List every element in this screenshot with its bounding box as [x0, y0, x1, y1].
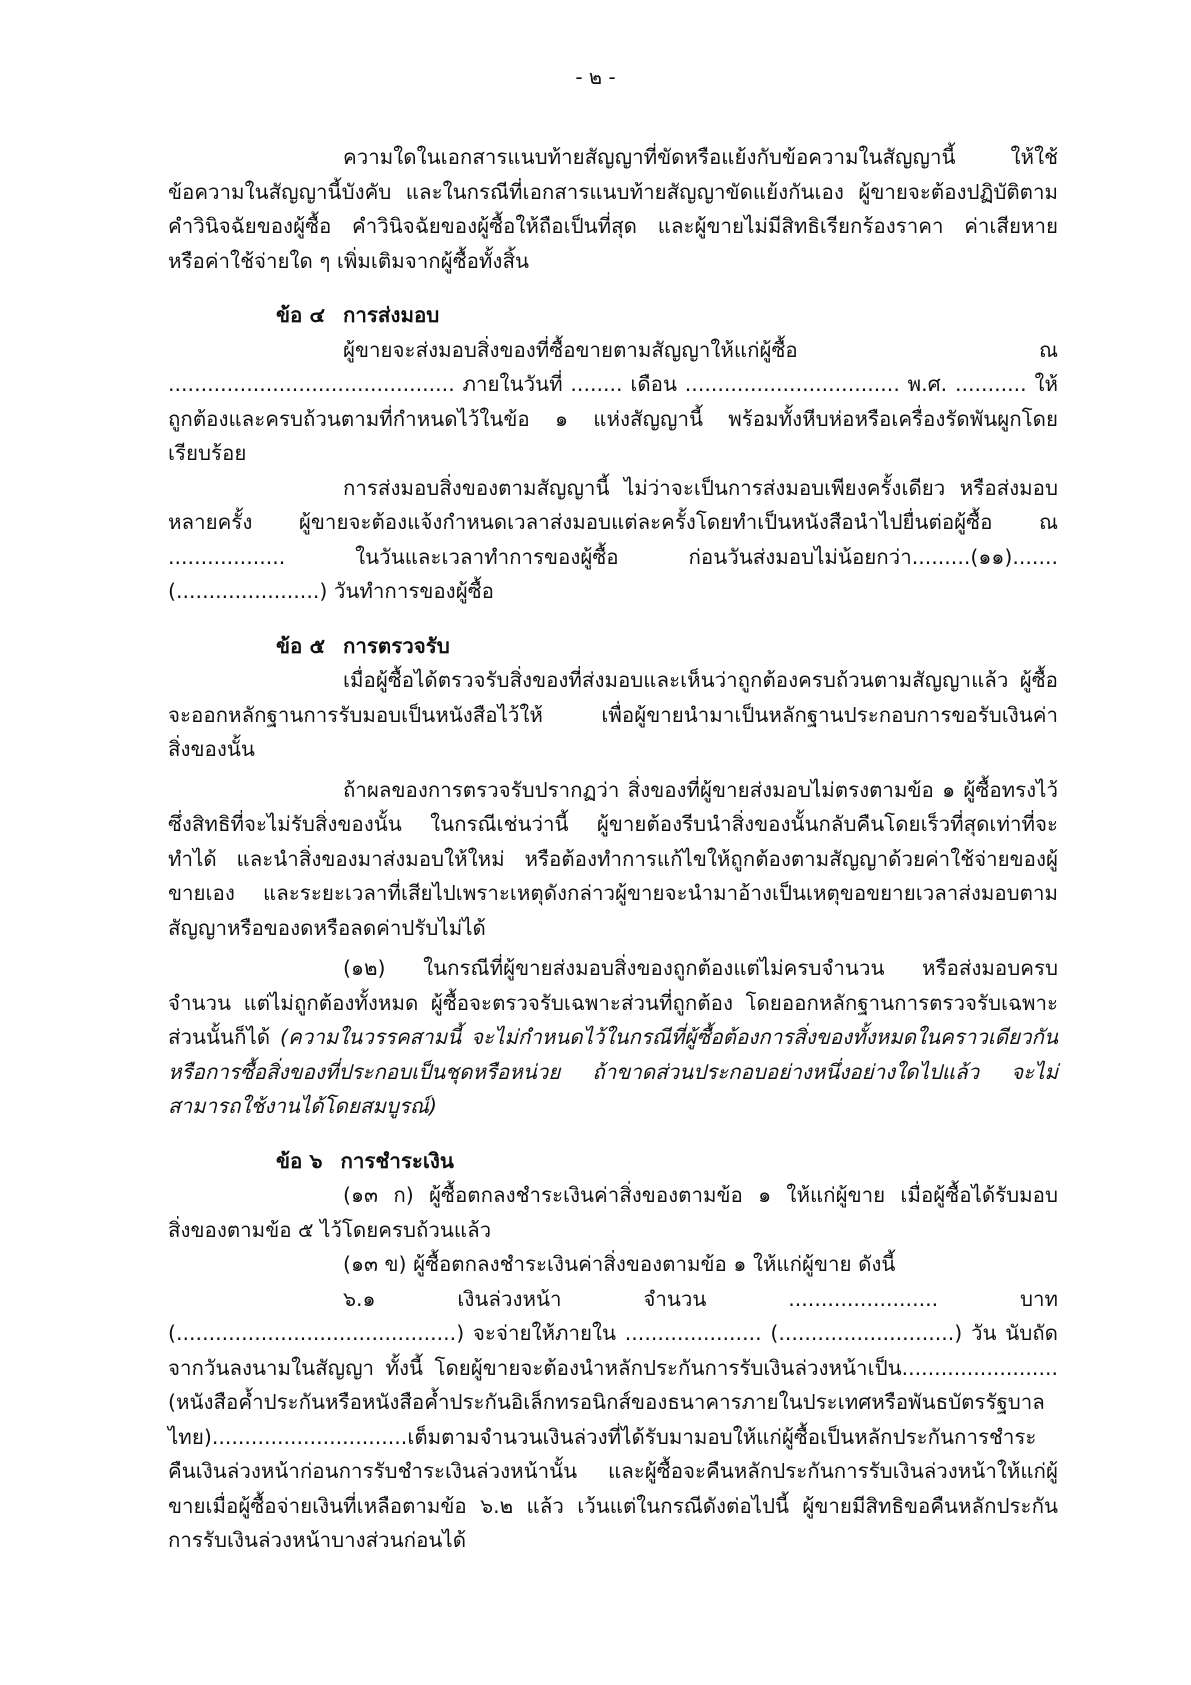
clause-4-heading: [168, 298, 1058, 333]
clause-5-paragraph-1: เมื่อผู้ซื้อได้ตรวจรับสิ่งของที่ส่งมอบและเห็นว่าถูกต้องครบถ้วนตามสัญญาแล้ว ผู้ซื้อจะออกหลักฐานการรับมอบเป็นหนังสือไว้ให้ เพื่อผู้ขายนำมาเป็นหลักฐานประกอบการขอรับเงินค่าสิ่งของนั้น: [168, 668, 1058, 761]
clause-5-title: การตรวจรับ: [342, 633, 450, 658]
clause-4-paragraph-1: ผู้ขายจะส่งมอบสิ่งของที่ซื้อขายตามสัญญาให้แก่ผู้ซื้อ ณ ............................................ ภายในวันที่ ........ เดือน ................................. พ.ศ. ........... ให้ถูกต้องและครบถ้วนตามที่กำหนดไว้ในข้อ ๑ แห่งสัญญานี้ พร้อมทั้งหีบห่อหรือเครื่องรัดพันผูกโดยเรียบร้อย: [168, 337, 1058, 465]
clause-4-title: การส่งมอบ: [342, 303, 440, 327]
clause-4-paragraph-2: การส่งมอบสิ่งของตามสัญญานี้ ไม่ว่าจะเป็นการส่งมอบเพียงครั้งเดียว หรือส่งมอบหลายครั้ง ผู้ขายจะต้องแจ้งกำหนดเวลาส่งมอบแต่ละครั้งโดยทำเป็นหนังสือนำไปยื่นต่อผู้ซื้อ ณ .................. ในวันและเวลาทำการของผู้ซื้อ ก่อนวันส่งมอบไม่น้อยกว่า.........(๑๑).......(......................) วันทำการของผู้ซื้อ: [168, 475, 1058, 603]
clause-6-title: การชำระเงิน: [340, 1148, 454, 1173]
intro-paragraph: ความใดในเอกสารแนบท้ายสัญญาที่ขัดหรือแย้งกับข้อความในสัญญานี้ ให้ใช้ข้อความในสัญญานี้บังคับ และในกรณีที่เอกสารแนบท้ายสัญญาขัดแย้งกันเอง ผู้ขายจะต้องปฏิบัติตามคำวินิจฉัยของผู้ซื้อ คำวินิจฉัยของผู้ซื้อให้ถือเป็นที่สุด และผู้ขายไม่มีสิทธิเรียกร้องราคา ค่าเสียหาย หรือค่าใช้จ่ายใด ๆ เพิ่มเติมจากผู้ซื้อทั้งสิ้น: [168, 145, 1058, 273]
clause-5-number: ข้อ ๕: [276, 633, 325, 658]
page-number: - ๒ -: [575, 65, 616, 89]
clause-5-paragraph-3-note: (ความในวรรคสามนี้ จะไม่กำหนดไว้ในกรณีที่ผู้ซื้อต้องการสิ่งของทั้งหมดในคราวเดียวกัน หรือการซื้อสิ่งของที่ประกอบเป็นชุดหรือหน่วย ถ้าขาดส่วนประกอบอย่างหนึ่งอย่างใดไปแล้ว จะไม่สามารถใช้งานได้โดยสมบูรณ์): [168, 1025, 1058, 1118]
clause-5-heading: [168, 629, 1058, 664]
clause-5-paragraph-3: [168, 951, 1058, 1124]
clause-5-paragraph-3-text: (๑๒) ในกรณีที่ผู้ขายส่งมอบสิ่งของถูกต้องแต่ไม่ครบจำนวน หรือส่งมอบครบจำนวน แต่ไม่ถูกต้องทั้งหมด ผู้ซื้อจะตรวจรับเฉพาะส่วนที่ถูกต้อง โดยออกหลักฐานการตรวจรับเฉพาะส่วนนั้นก็ได้: [168, 956, 1058, 1049]
clause-5-paragraph-2: ถ้าผลของการตรวจรับปรากฏว่า สิ่งของที่ผู้ขายส่งมอบไม่ตรงตามข้อ ๑ ผู้ซื้อทรงไว้ซึ่งสิทธิที่จะไม่รับสิ่งของนั้น ในกรณีเช่นว่านี้ ผู้ขายต้องรีบนำสิ่งของนั้นกลับคืนโดยเร็วที่สุดเท่าที่จะทำได้ และนำสิ่งของมาส่งมอบให้ใหม่ หรือต้องทำการแก้ไขให้ถูกต้องตามสัญญาด้วยค่าใช้จ่ายของผู้ขายเอง และระยะเวลาที่เสียไปเพราะเหตุดังกล่าวผู้ขายจะนำมาอ้างเป็นเหตุขอขยายเวลาส่งมอบตามสัญญาหรือของดหรือลดค่าปรับไม่ได้: [168, 777, 1058, 940]
clause-4-number: ข้อ ๔: [276, 303, 325, 327]
clause-6-number: ข้อ ๖: [276, 1148, 323, 1173]
clause-6-paragraph-3: ๖.๑ เงินล่วงหน้า จำนวน ....................... บาท (...........................................) จะจ่ายให้ภายใน ..................... (...........................) วัน นับถัดจากวันลงนามในสัญญา ทั้งนี้ โดยผู้ขายจะต้องนำหลักประกันการรับเงินล่วงหน้าเป็น........................(หนังสือค้ำประกันหรือหนังสือค้ำประกันอิเล็กทรอนิกส์ของธนาคารภายในประเทศหรือพันธบัตรรัฐบาลไทย)..............................เต็มตามจำนวนเงินล่วงที่ได้รับมามอบให้แก่ผู้ซื้อเป็นหลักประกันการชำระคืนเงินล่วงหน้าก่อนการรับชำระเงินล่วงหน้านั้น และผู้ซื้อจะคืนหลักประกันการรับเงินล่วงหน้าให้แก่ผู้ขายเมื่อผู้ซื้อจ่ายเงินที่เหลือตามข้อ ๖.๒ แล้ว เว้นแต่ในกรณีดังต่อไปนี้ ผู้ขายมีสิทธิขอคืนหลักประกันการรับเงินล่วงหน้าบางส่วนก่อนได้: [168, 1286, 1058, 1552]
clause-6-paragraph-2: (๑๓ ข) ผู้ซื้อตกลงชำระเงินค่าสิ่งของตามข้อ ๑ ให้แก่ผู้ขาย ดังนี้: [343, 1252, 896, 1276]
contract-body: [168, 140, 1058, 1558]
clause-6-paragraph-1: (๑๓ ก) ผู้ซื้อตกลงชำระเงินค่าสิ่งของตามข้อ ๑ ให้แก่ผู้ขาย เมื่อผู้ซื้อได้รับมอบสิ่งของตามข้อ ๕ ไว้โดยครบถ้วนแล้ว: [168, 1183, 1058, 1242]
clause-6-heading: [168, 1144, 1058, 1179]
